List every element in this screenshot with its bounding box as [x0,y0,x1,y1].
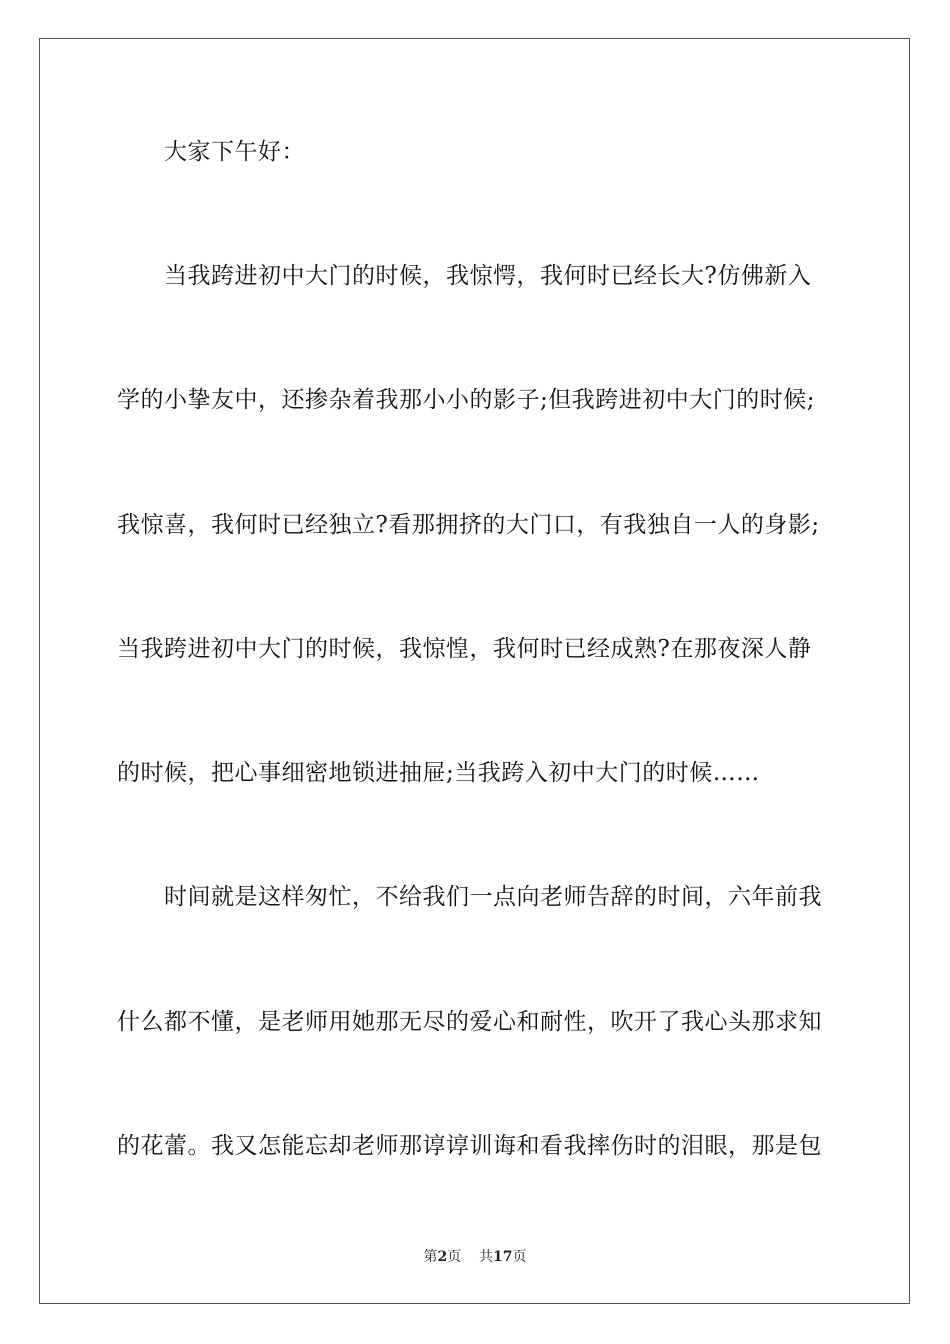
paragraph-line: 我惊喜，我何时已经独立?看那拥挤的大门口，有我独自一人的身影; [117,512,820,538]
greeting-line: 大家下午好： [164,139,305,165]
page-footer [0,1248,950,1266]
total-pages: 17 [493,1249,513,1265]
paragraph-line: 什么都不懂，是老师用她那无尽的爱心和耐性，吹开了我心头那求知 [117,1009,822,1035]
paragraph-line: 当我跨进初中大门的时候，我惊惶，我何时已经成熟?在那夜深人静 [117,636,812,662]
paragraph-line: 当我跨进初中大门的时候，我惊愕，我何时已经长大?仿佛新入 [164,263,812,289]
page-frame [39,38,910,1304]
page-label: 第 [423,1249,438,1265]
paragraph-line: 学的小挚友中，还掺杂着我那小小的影子;但我跨进初中大门的时候; [117,387,815,413]
page-number: 2 [437,1249,448,1265]
paragraph-line: 的时候，把心事细密地锁进抽屉;当我跨入初中大门的时候…… [117,760,760,786]
total-label: 共 [479,1249,494,1265]
total-unit: 页 [512,1249,527,1265]
page-unit: 页 [447,1249,462,1265]
paragraph-line: 时间就是这样匆忙，不给我们一点向老师告辞的时间，六年前我 [164,884,822,910]
paragraph-line: 的花蕾。我又怎能忘却老师那谆谆训诲和看我摔伤时的泪眼，那是包 [117,1133,822,1159]
